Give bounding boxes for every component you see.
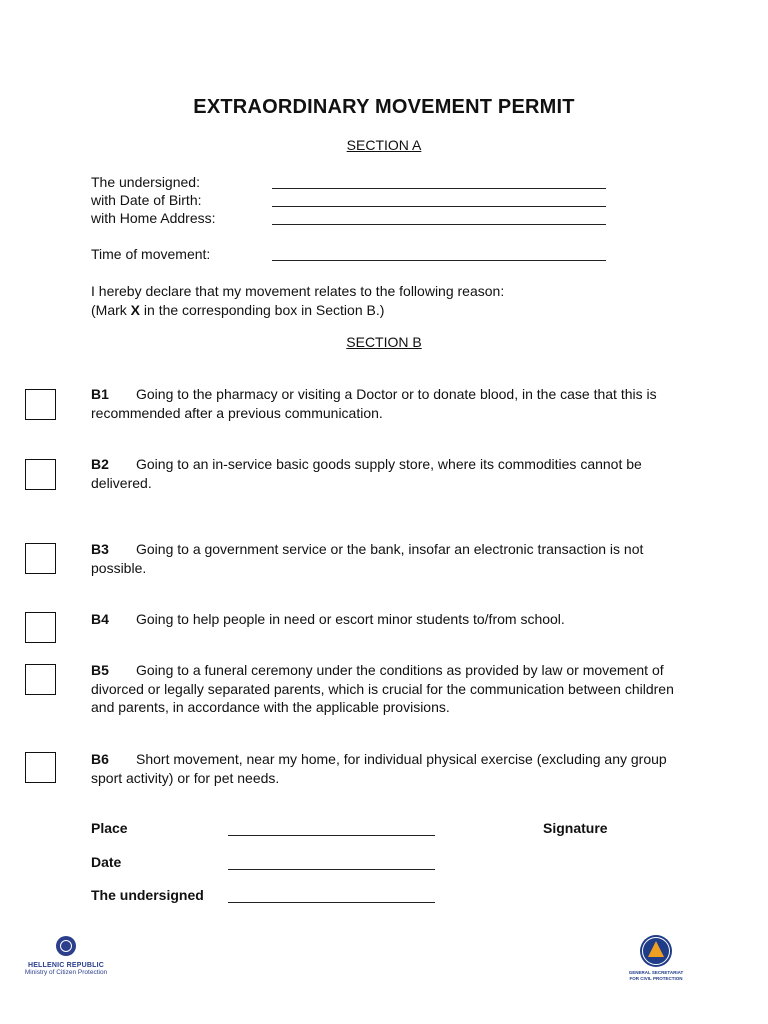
declaration-mark: X — [130, 302, 141, 318]
declaration-suffix: in the corresponding box in Section B.) — [140, 302, 385, 318]
checkbox-b3[interactable] — [25, 543, 56, 574]
option-b2 — [91, 455, 676, 492]
checkbox-b5[interactable] — [25, 664, 56, 695]
option-text: Going to a government service or the bank, insofar an electronic transaction is not possible. — [91, 541, 644, 576]
option-b6 — [91, 750, 676, 787]
undersigned-signature-label: The undersigned — [91, 887, 204, 903]
section-b-heading: SECTION B — [346, 334, 422, 350]
time-of-movement-field[interactable] — [272, 260, 606, 261]
option-b5 — [91, 661, 676, 717]
logo-subtitle: Ministry of Citizen Protection — [24, 969, 108, 976]
option-b3 — [91, 540, 676, 577]
section-a-heading: SECTION A — [346, 137, 422, 153]
option-code: B3 — [91, 541, 109, 557]
coat-of-arms-icon — [56, 936, 76, 956]
option-b4 — [91, 610, 676, 629]
option-code: B1 — [91, 386, 109, 402]
place-label: Place — [91, 820, 128, 836]
option-code: B4 — [91, 611, 109, 627]
date-of-birth-field[interactable] — [272, 206, 606, 207]
option-text: Going to help people in need or escort minor students to/from school. — [136, 611, 565, 627]
option-code: B6 — [91, 751, 109, 767]
checkbox-b1[interactable] — [25, 389, 56, 420]
document-title: EXTRAORDINARY MOVEMENT PERMIT — [193, 96, 575, 118]
option-b1 — [91, 385, 676, 422]
civil-protection-line-2: FOR CIVIL PROTECTION — [629, 976, 683, 981]
undersigned-field[interactable] — [272, 188, 606, 189]
time-of-movement-label: Time of movement: — [91, 246, 211, 262]
option-text: Going to a funeral ceremony under the conditions as provided by law or movement of divorced or legally separated parents, which is crucial for the communication between children and parents, in accordance with the applicable provisions. — [91, 662, 674, 715]
option-text: Going to the pharmacy or visiting a Doctor or to donate blood, in the case that this is recommended after a previous communication. — [91, 386, 657, 421]
home-address-label: with Home Address: — [91, 210, 216, 226]
declaration-line-1: I hereby declare that my movement relates to the following reason: — [91, 283, 505, 299]
date-field[interactable] — [228, 869, 435, 870]
civil-protection-logo — [628, 935, 684, 982]
option-text: Short movement, near my home, for individual physical exercise (excluding any group sport activity) or for pet needs. — [91, 751, 667, 786]
home-address-field[interactable] — [272, 224, 606, 225]
logo-title: HELLENIC REPUBLIC — [27, 962, 105, 969]
undersigned-signature-field[interactable] — [228, 902, 435, 903]
civil-protection-emblem-icon — [640, 935, 672, 967]
undersigned-label: The undersigned: — [91, 174, 200, 190]
option-code: B2 — [91, 456, 109, 472]
declaration-prefix: (Mark — [91, 302, 131, 318]
place-field[interactable] — [228, 835, 435, 836]
declaration-line-2 — [91, 301, 504, 320]
date-label: Date — [91, 854, 122, 870]
date-of-birth-label: with Date of Birth: — [91, 192, 202, 208]
option-text: Going to an in-service basic goods supply store, where its commodities cannot be delivered. — [91, 456, 642, 491]
hellenic-republic-logo — [24, 936, 108, 976]
option-code: B5 — [91, 662, 109, 678]
civil-protection-line-1: GENERAL SECRETARIAT — [628, 970, 684, 975]
checkbox-b6[interactable] — [25, 752, 56, 783]
checkbox-b2[interactable] — [25, 459, 56, 490]
checkbox-b4[interactable] — [25, 612, 56, 643]
signature-label: Signature — [543, 820, 608, 836]
declaration-text — [91, 282, 504, 320]
